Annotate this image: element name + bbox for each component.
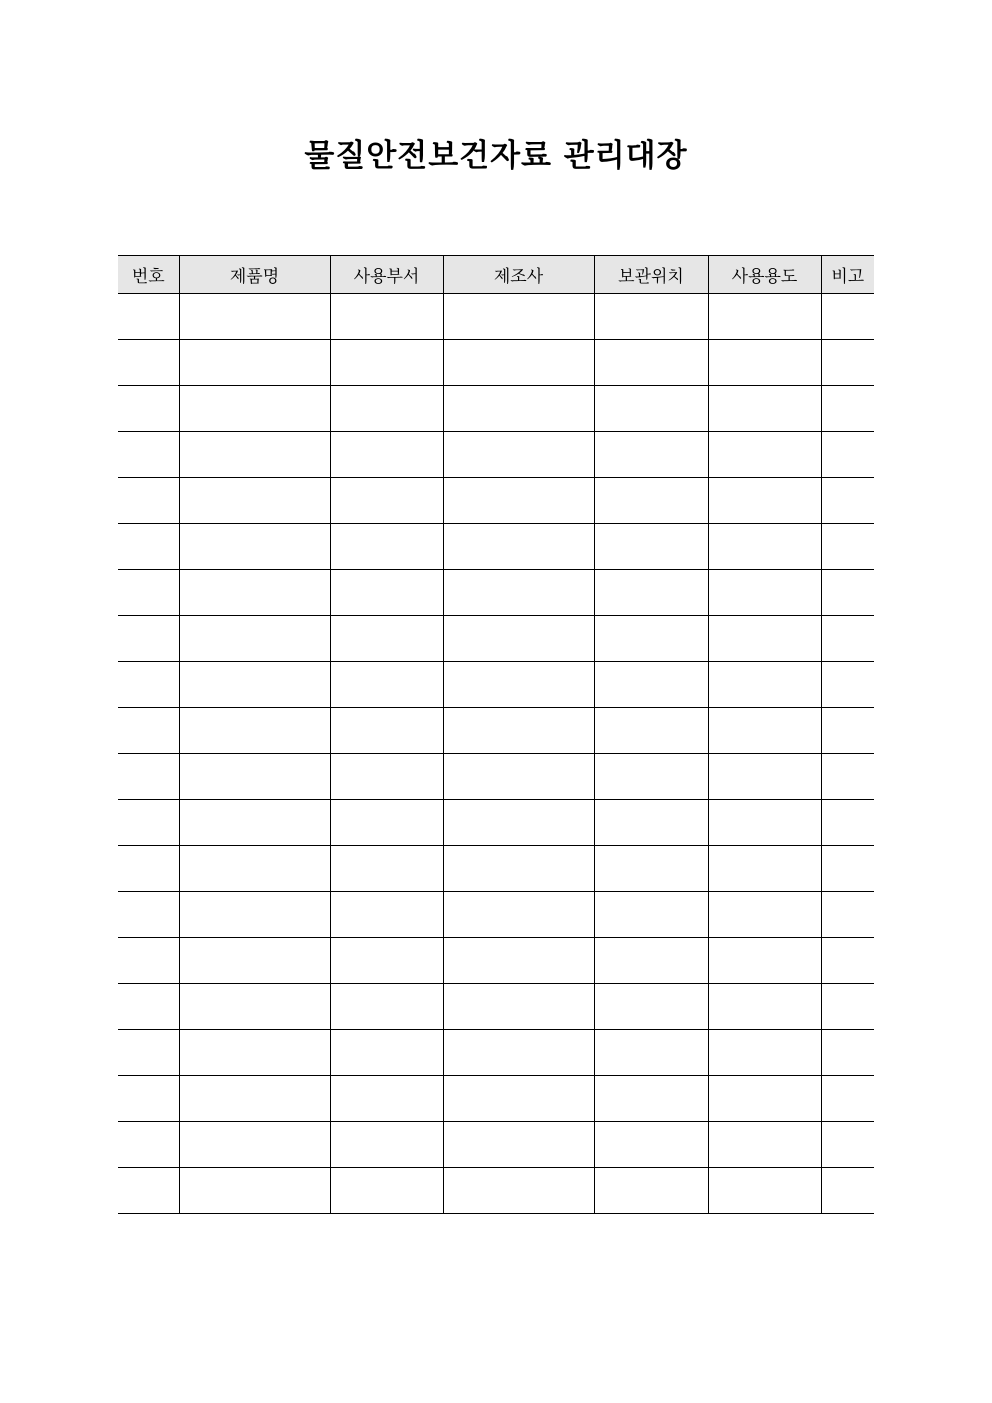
cell-usage-purpose[interactable] xyxy=(708,294,821,340)
cell-manufacturer[interactable] xyxy=(443,708,594,754)
cell-number[interactable] xyxy=(118,708,179,754)
cell-number[interactable] xyxy=(118,984,179,1030)
cell-department[interactable] xyxy=(330,294,443,340)
cell-remarks[interactable] xyxy=(821,1076,874,1122)
cell-remarks[interactable] xyxy=(821,800,874,846)
cell-number[interactable] xyxy=(118,754,179,800)
cell-storage-location[interactable] xyxy=(594,386,708,432)
cell-manufacturer[interactable] xyxy=(443,386,594,432)
cell-number[interactable] xyxy=(118,1122,179,1168)
cell-department[interactable] xyxy=(330,1168,443,1214)
cell-product-name[interactable] xyxy=(179,570,330,616)
cell-usage-purpose[interactable] xyxy=(708,340,821,386)
cell-number[interactable] xyxy=(118,1168,179,1214)
cell-usage-purpose[interactable] xyxy=(708,432,821,478)
cell-storage-location[interactable] xyxy=(594,708,708,754)
cell-usage-purpose[interactable] xyxy=(708,1168,821,1214)
cell-remarks[interactable] xyxy=(821,1168,874,1214)
cell-storage-location[interactable] xyxy=(594,616,708,662)
cell-manufacturer[interactable] xyxy=(443,800,594,846)
cell-usage-purpose[interactable] xyxy=(708,938,821,984)
cell-storage-location[interactable] xyxy=(594,984,708,1030)
cell-storage-location[interactable] xyxy=(594,524,708,570)
cell-usage-purpose[interactable] xyxy=(708,478,821,524)
msds-register-table xyxy=(118,255,874,1214)
cell-usage-purpose[interactable] xyxy=(708,1122,821,1168)
cell-manufacturer[interactable] xyxy=(443,432,594,478)
cell-manufacturer[interactable] xyxy=(443,616,594,662)
cell-remarks[interactable] xyxy=(821,294,874,340)
cell-remarks[interactable] xyxy=(821,984,874,1030)
cell-department[interactable] xyxy=(330,1030,443,1076)
cell-number[interactable] xyxy=(118,1030,179,1076)
cell-manufacturer[interactable] xyxy=(443,570,594,616)
cell-manufacturer[interactable] xyxy=(443,478,594,524)
table-row xyxy=(118,892,874,938)
cell-storage-location[interactable] xyxy=(594,800,708,846)
cell-remarks[interactable] xyxy=(821,478,874,524)
cell-remarks[interactable] xyxy=(821,616,874,662)
cell-number[interactable] xyxy=(118,570,179,616)
cell-product-name[interactable] xyxy=(179,662,330,708)
table-row xyxy=(118,1122,874,1168)
table-row xyxy=(118,340,874,386)
cell-number[interactable] xyxy=(118,662,179,708)
header-row xyxy=(118,256,874,294)
cell-storage-location[interactable] xyxy=(594,662,708,708)
cell-usage-purpose[interactable] xyxy=(708,800,821,846)
cell-storage-location[interactable] xyxy=(594,754,708,800)
cell-product-name[interactable] xyxy=(179,984,330,1030)
cell-department[interactable] xyxy=(330,892,443,938)
table-body xyxy=(118,294,874,1214)
cell-product-name[interactable] xyxy=(179,800,330,846)
cell-number[interactable] xyxy=(118,846,179,892)
cell-usage-purpose[interactable] xyxy=(708,570,821,616)
table-row xyxy=(118,386,874,432)
cell-remarks[interactable] xyxy=(821,386,874,432)
cell-department[interactable] xyxy=(330,984,443,1030)
cell-product-name[interactable] xyxy=(179,616,330,662)
cell-number[interactable] xyxy=(118,294,179,340)
cell-product-name[interactable] xyxy=(179,386,330,432)
cell-remarks[interactable] xyxy=(821,938,874,984)
cell-product-name[interactable] xyxy=(179,432,330,478)
table-row xyxy=(118,662,874,708)
cell-product-name[interactable] xyxy=(179,1168,330,1214)
cell-remarks[interactable] xyxy=(821,1122,874,1168)
cell-manufacturer[interactable] xyxy=(443,1076,594,1122)
cell-number[interactable] xyxy=(118,1076,179,1122)
cell-manufacturer[interactable] xyxy=(443,984,594,1030)
cell-usage-purpose[interactable] xyxy=(708,524,821,570)
cell-storage-location[interactable] xyxy=(594,1122,708,1168)
cell-usage-purpose[interactable] xyxy=(708,616,821,662)
table-header xyxy=(118,256,874,294)
table-row xyxy=(118,800,874,846)
table-row xyxy=(118,938,874,984)
cell-storage-location[interactable] xyxy=(594,340,708,386)
cell-number[interactable] xyxy=(118,938,179,984)
cell-manufacturer[interactable] xyxy=(443,662,594,708)
cell-remarks[interactable] xyxy=(821,662,874,708)
header-manufacturer: 제조사 xyxy=(443,256,594,294)
table-row xyxy=(118,616,874,662)
cell-manufacturer[interactable] xyxy=(443,1122,594,1168)
table-row xyxy=(118,294,874,340)
cell-department[interactable] xyxy=(330,524,443,570)
cell-usage-purpose[interactable] xyxy=(708,386,821,432)
table-row xyxy=(118,478,874,524)
cell-number[interactable] xyxy=(118,616,179,662)
cell-department[interactable] xyxy=(330,1122,443,1168)
header-usage-purpose: 사용용도 xyxy=(708,256,821,294)
cell-manufacturer[interactable] xyxy=(443,524,594,570)
cell-product-name[interactable] xyxy=(179,524,330,570)
cell-number[interactable] xyxy=(118,800,179,846)
cell-manufacturer[interactable] xyxy=(443,938,594,984)
cell-storage-location[interactable] xyxy=(594,938,708,984)
cell-number[interactable] xyxy=(118,524,179,570)
cell-number[interactable] xyxy=(118,340,179,386)
cell-department[interactable] xyxy=(330,708,443,754)
cell-department[interactable] xyxy=(330,432,443,478)
cell-product-name[interactable] xyxy=(179,340,330,386)
cell-remarks[interactable] xyxy=(821,1030,874,1076)
cell-department[interactable] xyxy=(330,478,443,524)
cell-usage-purpose[interactable] xyxy=(708,1076,821,1122)
cell-product-name[interactable] xyxy=(179,892,330,938)
table-row xyxy=(118,570,874,616)
cell-storage-location[interactable] xyxy=(594,478,708,524)
cell-manufacturer[interactable] xyxy=(443,340,594,386)
cell-usage-purpose[interactable] xyxy=(708,754,821,800)
cell-number[interactable] xyxy=(118,386,179,432)
cell-remarks[interactable] xyxy=(821,570,874,616)
cell-department[interactable] xyxy=(330,754,443,800)
cell-storage-location[interactable] xyxy=(594,846,708,892)
cell-storage-location[interactable] xyxy=(594,1030,708,1076)
cell-storage-location[interactable] xyxy=(594,892,708,938)
cell-department[interactable] xyxy=(330,1076,443,1122)
cell-remarks[interactable] xyxy=(821,754,874,800)
page-title: 물질안전보건자료 관리대장 xyxy=(304,138,688,174)
cell-manufacturer[interactable] xyxy=(443,892,594,938)
cell-department[interactable] xyxy=(330,662,443,708)
cell-number[interactable] xyxy=(118,432,179,478)
cell-department[interactable] xyxy=(330,938,443,984)
cell-manufacturer[interactable] xyxy=(443,1030,594,1076)
table-row xyxy=(118,708,874,754)
cell-storage-location[interactable] xyxy=(594,1168,708,1214)
cell-remarks[interactable] xyxy=(821,708,874,754)
cell-product-name[interactable] xyxy=(179,1076,330,1122)
cell-department[interactable] xyxy=(330,386,443,432)
cell-manufacturer[interactable] xyxy=(443,846,594,892)
cell-storage-location[interactable] xyxy=(594,570,708,616)
table-row xyxy=(118,1030,874,1076)
cell-department[interactable] xyxy=(330,340,443,386)
table-row xyxy=(118,754,874,800)
cell-usage-purpose[interactable] xyxy=(708,846,821,892)
cell-manufacturer[interactable] xyxy=(443,1168,594,1214)
header-product-name: 제품명 xyxy=(179,256,330,294)
cell-product-name[interactable] xyxy=(179,754,330,800)
cell-usage-purpose[interactable] xyxy=(708,984,821,1030)
table-row xyxy=(118,984,874,1030)
cell-manufacturer[interactable] xyxy=(443,754,594,800)
cell-product-name[interactable] xyxy=(179,1030,330,1076)
cell-usage-purpose[interactable] xyxy=(708,708,821,754)
table-row xyxy=(118,846,874,892)
cell-storage-location[interactable] xyxy=(594,294,708,340)
cell-product-name[interactable] xyxy=(179,478,330,524)
table-row xyxy=(118,1076,874,1122)
cell-remarks[interactable] xyxy=(821,340,874,386)
cell-number[interactable] xyxy=(118,892,179,938)
cell-usage-purpose[interactable] xyxy=(708,1030,821,1076)
header-remarks: 비고 xyxy=(821,256,874,294)
cell-product-name[interactable] xyxy=(179,938,330,984)
cell-remarks[interactable] xyxy=(821,846,874,892)
cell-remarks[interactable] xyxy=(821,892,874,938)
table-row xyxy=(118,1168,874,1214)
header-number: 번호 xyxy=(118,256,179,294)
cell-number[interactable] xyxy=(118,478,179,524)
cell-manufacturer[interactable] xyxy=(443,294,594,340)
cell-storage-location[interactable] xyxy=(594,1076,708,1122)
cell-product-name[interactable] xyxy=(179,708,330,754)
cell-department[interactable] xyxy=(330,800,443,846)
cell-storage-location[interactable] xyxy=(594,432,708,478)
table-row xyxy=(118,432,874,478)
cell-remarks[interactable] xyxy=(821,524,874,570)
header-storage-location: 보관위치 xyxy=(594,256,708,294)
cell-department[interactable] xyxy=(330,616,443,662)
cell-usage-purpose[interactable] xyxy=(708,892,821,938)
cell-department[interactable] xyxy=(330,846,443,892)
header-department: 사용부서 xyxy=(330,256,443,294)
cell-usage-purpose[interactable] xyxy=(708,662,821,708)
cell-product-name[interactable] xyxy=(179,846,330,892)
cell-product-name[interactable] xyxy=(179,294,330,340)
cell-remarks[interactable] xyxy=(821,432,874,478)
table-row xyxy=(118,524,874,570)
cell-department[interactable] xyxy=(330,570,443,616)
cell-product-name[interactable] xyxy=(179,1122,330,1168)
